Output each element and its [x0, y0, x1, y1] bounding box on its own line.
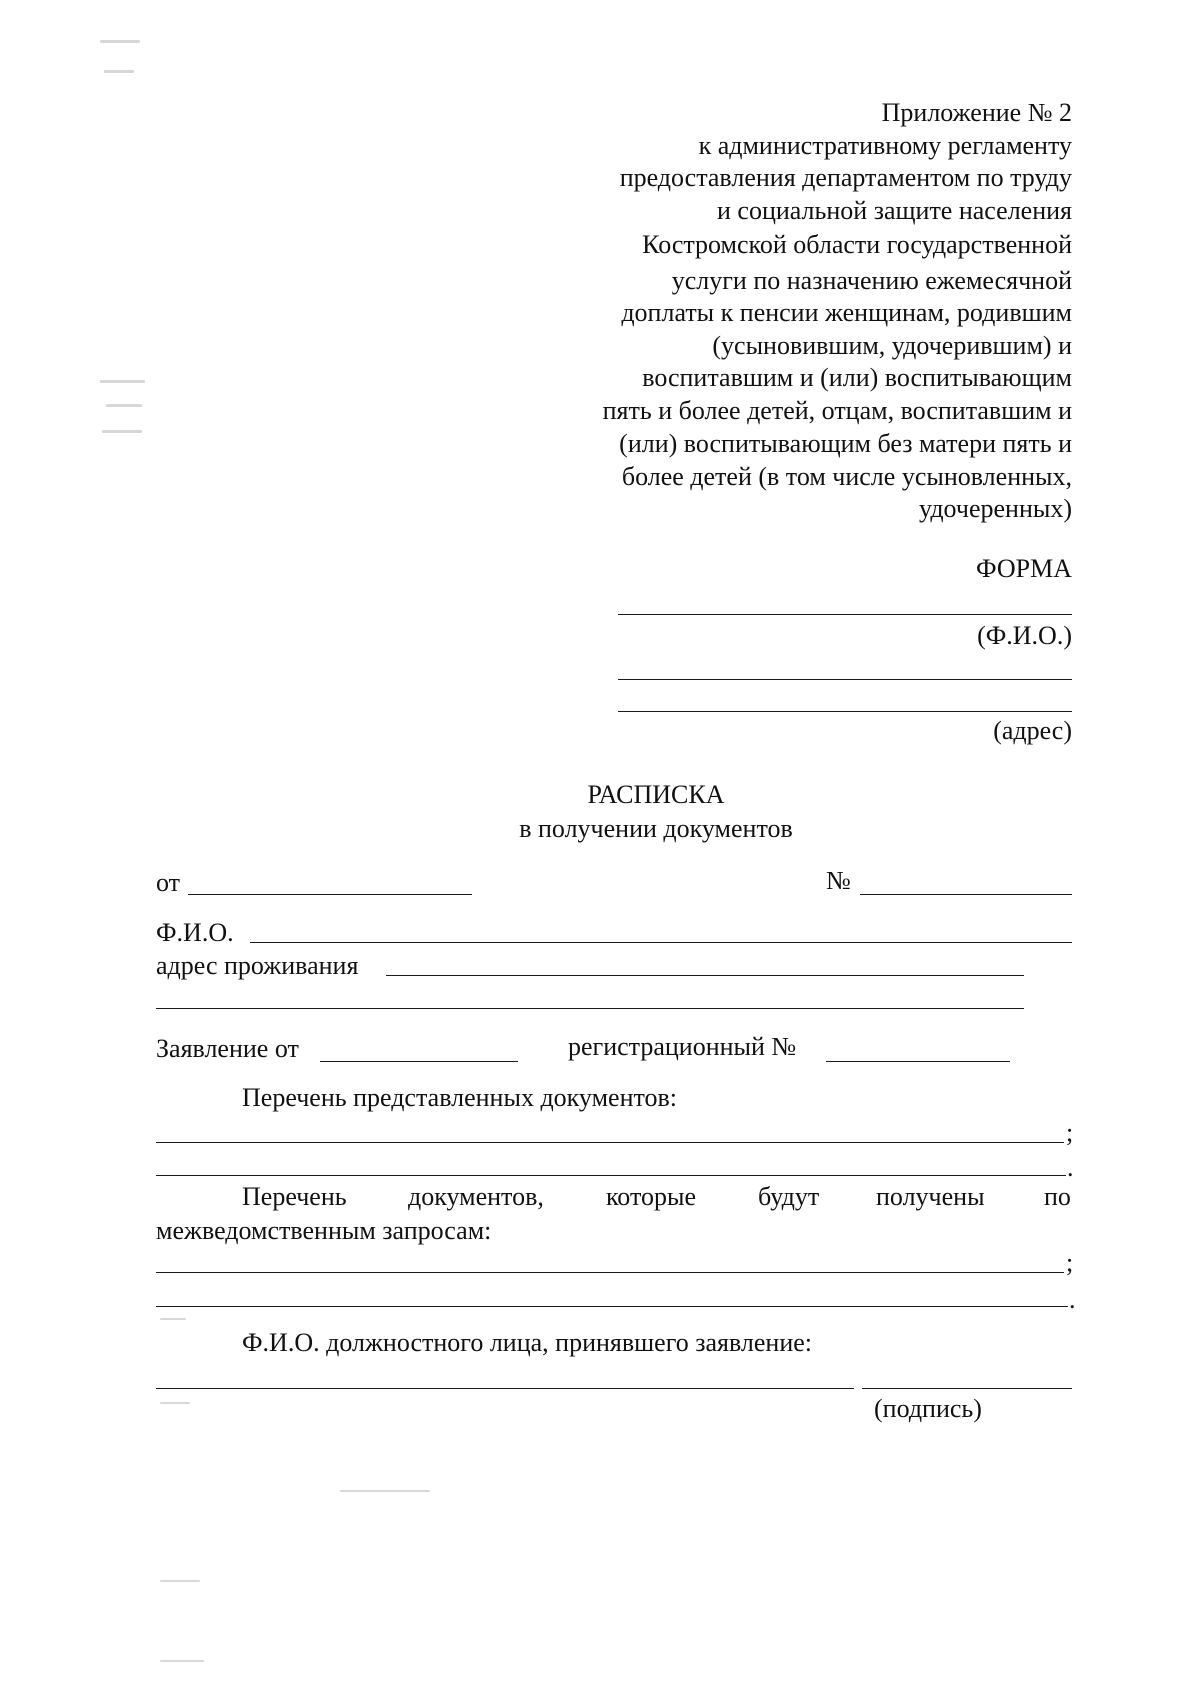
interagency-docs-period: . — [1069, 1285, 1076, 1314]
appendix-line-6: услуги по назначению ежемесячной — [671, 266, 1072, 295]
address-label: адрес проживания — [156, 951, 359, 980]
appendix-line-1: Приложение № 2 — [881, 98, 1072, 127]
form-label: ФОРМА — [976, 554, 1072, 583]
fio-field[interactable] — [250, 942, 1072, 943]
interagency-heading-line-2: межведомственным запросам: — [156, 1216, 492, 1245]
registration-number-field[interactable] — [826, 1061, 1010, 1062]
signature-caption: (подпись) — [874, 1394, 982, 1423]
appendix-line-12: более детей (в том числе усыновленных, — [621, 462, 1072, 491]
addressee-address-line-1 — [618, 679, 1072, 680]
interagency-docs-field-1[interactable] — [156, 1272, 1064, 1273]
interagency-docs-semicolon: ; — [1066, 1248, 1074, 1277]
address-caption: (адрес) — [993, 716, 1072, 745]
application-from-label: Заявление от — [156, 1034, 299, 1063]
appendix-line-4: и социальной защите населения — [716, 196, 1072, 225]
from-label: от — [156, 868, 181, 897]
application-date-field[interactable] — [320, 1061, 518, 1062]
submitted-docs-field-2[interactable] — [156, 1175, 1066, 1176]
submitted-docs-semicolon: ; — [1066, 1118, 1074, 1147]
interagency-word-2: документов, — [408, 1182, 544, 1211]
interagency-word-5: получены — [876, 1182, 985, 1211]
appendix-line-3: предоставления департаментом по труду — [619, 163, 1072, 192]
addressee-address-line-2 — [618, 711, 1072, 712]
submitted-docs-period: . — [1067, 1153, 1074, 1182]
address-field-1[interactable] — [386, 975, 1024, 976]
appendix-line-13: удочеренных) — [918, 494, 1072, 523]
interagency-word-4: будут — [758, 1182, 820, 1211]
address-field-2[interactable] — [156, 1008, 1024, 1009]
official-fio-label: Ф.И.О. должностного лица, принявшего заявление: — [242, 1328, 813, 1357]
registration-number-label: регистрационный № — [568, 1032, 797, 1061]
document-subtitle: в получении документов — [519, 814, 793, 843]
document-title: РАСПИСКА — [587, 780, 725, 809]
appendix-line-7: доплаты к пенсии женщинам, родившим — [621, 298, 1072, 327]
appendix-line-5: Костромской области государственной — [642, 230, 1072, 259]
fio-label: Ф.И.О. — [156, 918, 234, 947]
appendix-line-8: (усыновившим, удочерившим) и — [712, 331, 1072, 360]
interagency-word-3: которые — [606, 1182, 696, 1211]
appendix-line-2: к административному регламенту — [698, 131, 1072, 160]
receipt-number-field[interactable] — [860, 894, 1072, 895]
number-label: № — [826, 866, 851, 895]
interagency-word-6: по — [1044, 1182, 1071, 1211]
submitted-docs-heading: Перечень представленных документов: — [242, 1083, 678, 1112]
appendix-line-11: (или) воспитывающим без матери пять и — [619, 429, 1072, 458]
submitted-docs-field-1[interactable] — [156, 1142, 1064, 1143]
official-fio-field[interactable] — [156, 1388, 854, 1389]
fio-caption: (Ф.И.О.) — [977, 621, 1072, 650]
interagency-docs-field-2[interactable] — [156, 1306, 1068, 1307]
appendix-line-9: воспитавшим и (или) воспитывающим — [642, 363, 1072, 392]
signature-field[interactable] — [862, 1388, 1072, 1389]
from-date-field[interactable] — [188, 894, 472, 895]
interagency-word-1: Перечень — [242, 1182, 347, 1211]
appendix-line-10: пять и более детей, отцам, воспитавшим и — [602, 396, 1072, 425]
addressee-fio-line — [618, 614, 1072, 615]
